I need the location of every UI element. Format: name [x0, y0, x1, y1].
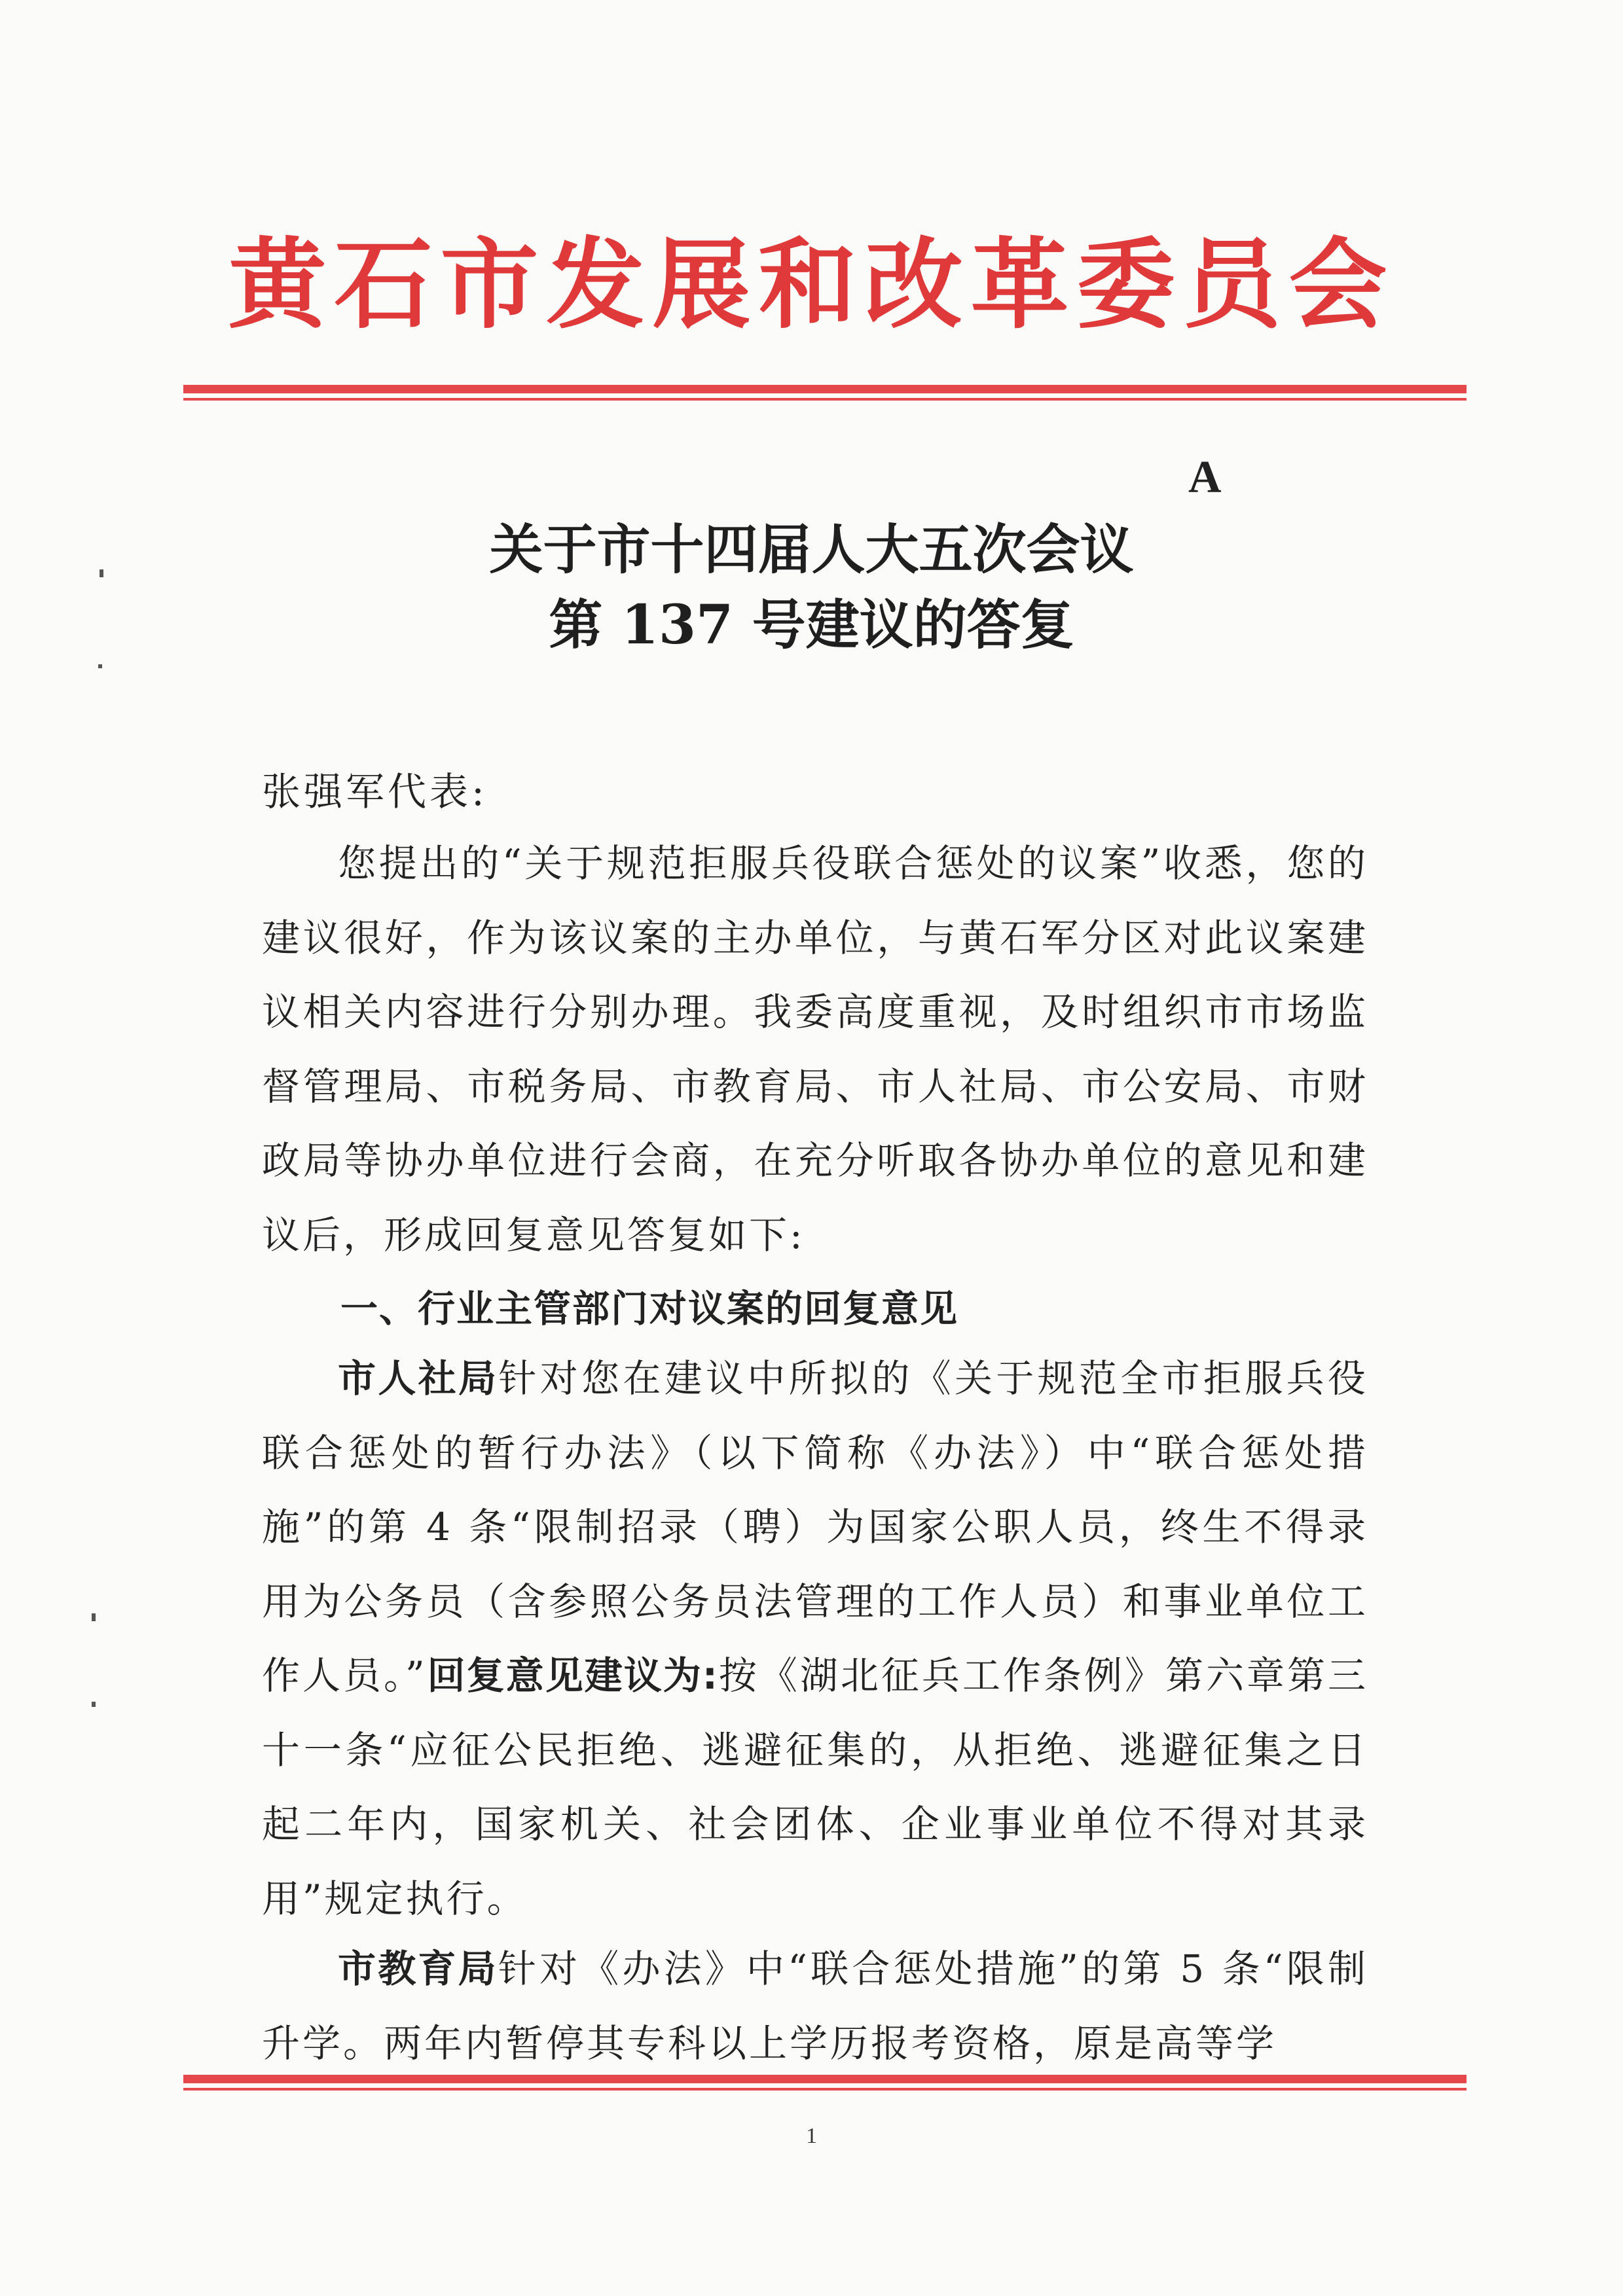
scan-artifact-dot [92, 1613, 96, 1621]
agency-name-education: 市教育局 [338, 1946, 498, 1991]
header-red-rule-thick [183, 385, 1467, 393]
page-number: 1 [806, 2124, 817, 2148]
footer-red-rule-thick [183, 2075, 1467, 2083]
document-title-line1: 关于市十四届人大五次会议 [489, 518, 1134, 581]
edu-text: 针对《办法》中“联合惩处措施”的第 5 条“限制升学。两年内暂停其专科以上学历报考资格，原是高等学 [262, 1946, 1368, 2066]
agency-name-hr: 市人社局 [338, 1356, 499, 1401]
hr-text-a: 针对您在建议中所拟的《关于规范全市拒服兵役联合惩处的暂行办法》（以下简称《办法》）中“联合惩处措施”的第 4 条“限制招录（聘）为国家公职人员，终生不得录用为公务员（含参照公务员法管理的工作人员）和事业单位工作人员。” [262, 1356, 1368, 1698]
header-red-rule-thin [183, 398, 1467, 401]
paragraph-intro: 您提出的“关于规范拒服兵役联合惩处的议案”收悉，您的建议很好，作为该议案的主办单位，与黄石军分区对此议案建议相关内容进行分别办理。我委高度重视，及时组织市市场监督管理局、市税务局、市教育局、市人社局、市公安局、市财政局等协办单位进行会商，在充分听取各协办单位的意见和建议后，形成回复意见答复如下: [262, 841, 1368, 1257]
paragraph-education-bureau [262, 1932, 1368, 2081]
hr-text-b: 按《湖北征兵工作条例》第六章第三十一条“应征公民拒绝、逃避征集的，从拒绝、逃避征集之日起二年内，国家机关、社会团体、企业事业单位不得对其录用”规定执行。 [262, 1653, 1368, 1921]
reply-label: 回复意见建议为: [427, 1653, 719, 1698]
salutation: 张强军代表: [262, 769, 488, 814]
scan-artifact-dot [98, 664, 102, 668]
scan-artifact-dot [100, 569, 103, 577]
section-heading-1: 一、行业主管部门对议案的回复意见 [340, 1287, 958, 1331]
paragraph-hr-bureau [262, 1342, 1368, 1936]
issuing-organization-title: 黄石市发展和改革委员会 [228, 227, 1395, 342]
document-title-line2: 第 137 号建议的答复 [549, 594, 1074, 656]
footer-red-rule-thin [183, 2088, 1467, 2090]
grade-mark: A [1188, 452, 1222, 503]
scan-artifact-dot [92, 1702, 96, 1707]
